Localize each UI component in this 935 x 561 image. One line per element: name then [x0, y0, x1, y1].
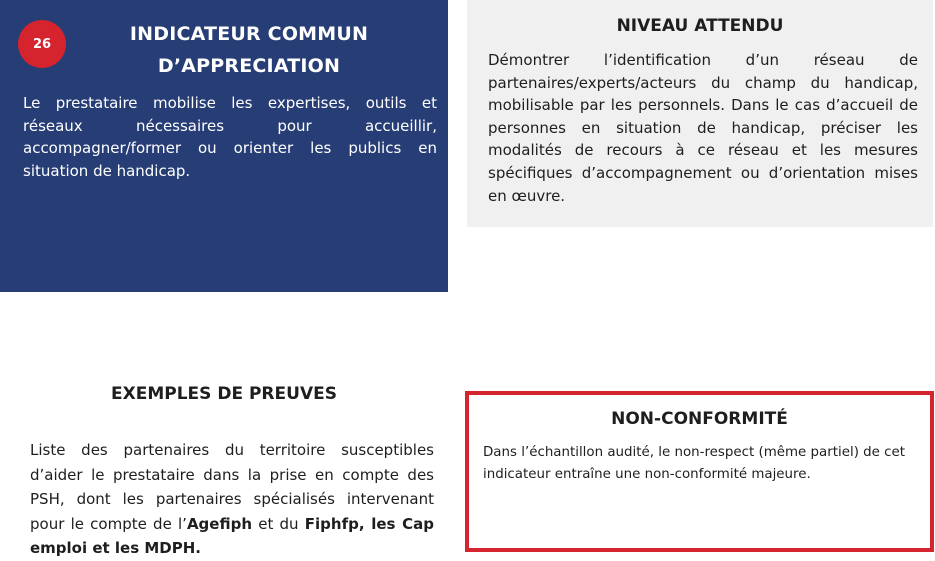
non-conformity-panel — [465, 391, 934, 552]
proof-text-part2: et du — [252, 514, 305, 533]
indicator-title-line1: INDICATEUR COMMUN — [129, 23, 369, 45]
proof-bold-agefiph: Agefiph — [186, 514, 253, 533]
expected-level-title: NIVEAU ATTENDU — [616, 16, 784, 36]
proof-examples-title: EXEMPLES DE PREUVES — [111, 384, 337, 404]
indicator-title — [60, 18, 438, 82]
indicator-description: Le prestataire mobilise les expertises, outils et réseaux nécessaires pour accueillir, accompagner/former ou orienter les publics en situation de handicap. — [23, 94, 437, 180]
indicator-number-badge — [18, 20, 66, 68]
proof-examples-description — [30, 438, 434, 561]
non-conformity-description: Dans l’échantillon audité, le non-respect (même partiel) de cet indicateur entraîne une non-conformité majeure. — [483, 445, 906, 482]
indicator-title-line2: D’APPRECIATION — [157, 55, 341, 77]
indicator-panel — [0, 0, 448, 292]
non-conformity-title: NON-CONFORMITÉ — [611, 409, 788, 429]
indicator-number: 26 — [32, 36, 52, 52]
proof-text-part1: Liste des partenaires du territoire susceptibles d’aider le prestataire dans la prise en compte des PSH, dont les partenaires spécialisés intervenant pour le compte de l’ — [30, 441, 434, 533]
expected-level-description: Démontrer l’identification d’un réseau de partenaires/experts/acteurs du champ du handicap, mobilisable par les personnels. Dans le cas d’accueil de personnes en situation de handicap, préciser les modalités de recours à ce réseau et les mesures spécifiques d’accompagnement ou d’orientation mises en œuvre. — [488, 51, 918, 205]
expected-level-panel — [467, 0, 933, 227]
proof-bold-rest: Fiphfp, les Cap emploi et les MDPH. — [30, 514, 434, 557]
